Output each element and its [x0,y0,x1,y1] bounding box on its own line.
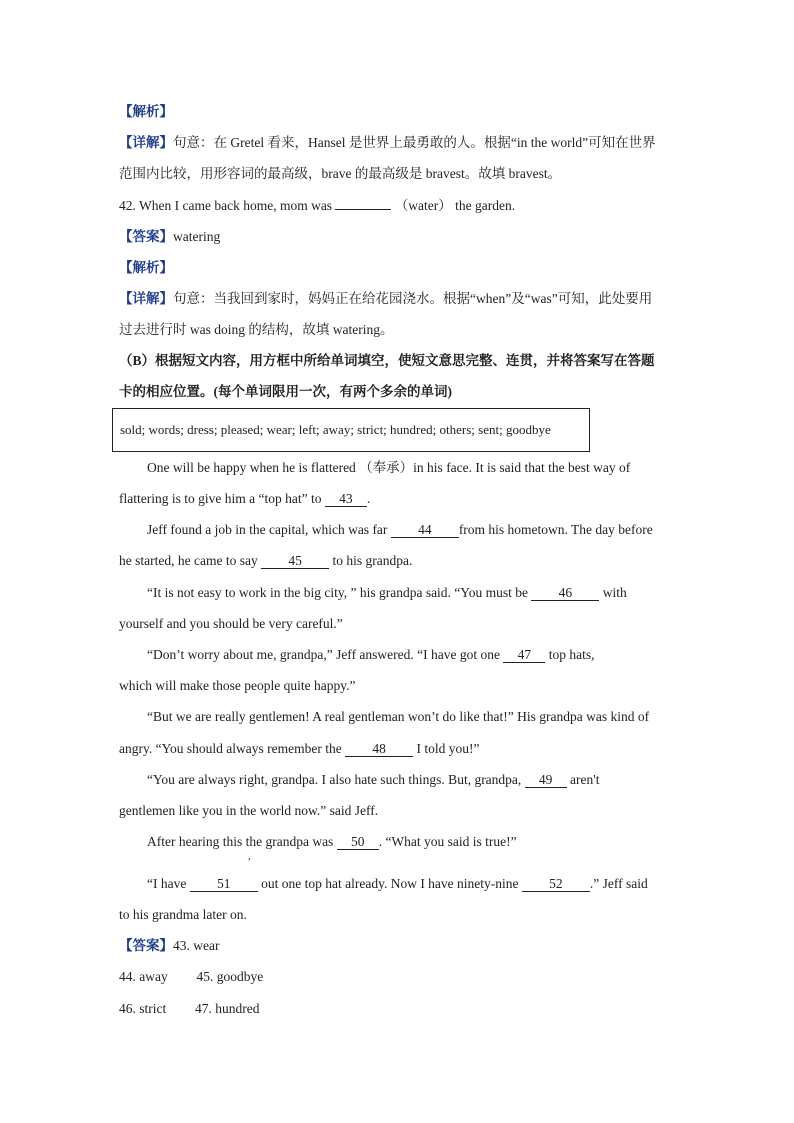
analysis-label-2: 解析 [132,260,160,276]
p4b: which will make those people quite happy.” [119,678,356,693]
passage-p2-line1 [147,521,653,539]
blank-43: 43 [325,491,367,507]
q42-detail-text1: 句意：当我回到家时，妈妈正在给花园浇水。根据“when”及“was”可知，此处要用 [173,291,653,306]
p1b-pre: flattering is to give him a “top hat” to [119,491,322,506]
p7-post: . “What you said is true!” [378,834,517,849]
answer-label: 答案 [132,229,160,245]
detail-label: 详解 [132,135,160,151]
word-bank-box [112,408,590,452]
blank-47: 47 [503,647,545,663]
answer-label-box: 【答案】 [119,229,173,245]
blank-49: 49 [525,772,567,788]
passage-p5-line2 [119,740,479,758]
p3a-pre: “It is not easy to work in the big city, ” his grandpa said. “You must be [147,585,528,600]
detail-label-box-2: 【详解】 [119,291,173,307]
blank-44: 44 [391,522,459,538]
p8b: to his grandma later on. [119,907,247,922]
section-b-text1: （B）根据短文内容，用方框中所给单词填空，使短文意思完整、连贯，并将答案写在答题 [119,353,655,368]
section-b-instruction-2 [119,383,452,401]
answer-46: 46. strict [119,1001,167,1016]
word-bank-text: sold; words; dress; pleased; wear; left; away; strict; hundred; others; sent; goodbye [120,422,551,437]
passage-p6-line1 [147,771,599,789]
q41-detail-text1: 句意：在 Gretel 看来，Hansel 是世界上最勇敢的人。根据“in the world”可知在世界 [173,135,656,150]
blank-50: 50 [337,834,379,850]
q42-suffix: （water） the garden. [394,198,516,213]
answer-44: 44. away [119,969,168,984]
p7-pre: After hearing this [147,834,243,849]
q42-detail-line1 [119,290,652,308]
passage-p3-line2 [119,615,343,633]
blank-48: 48 [345,741,413,757]
passage-p7 [147,833,517,851]
p8a-pre: “I have [147,876,187,891]
passage-p8-line2 [119,906,247,924]
q42-detail-line2 [119,321,393,339]
p4a-pre: “Don’t worry about me, grandpa,” Jeff answered. “I have got one [147,647,500,662]
stray-comma: , [248,851,251,862]
q42-analysis-heading [119,259,173,277]
q42-blank [335,209,391,210]
section-b-text2: 卡的相应位置。(每个单词限用一次，有两个多余的单词) [119,384,452,399]
q41-detail-text2: 范围内比较，用形容词的最高级，brave 的最高级是 bravest。故填 bravest。 [119,166,562,181]
passage-p4-line2 [119,677,355,695]
detail-label-2: 详解 [132,291,160,307]
passage-p2-line2 [119,552,412,570]
passage-p3-line1 [147,584,627,602]
blank-46: 46 [531,585,599,601]
passage-p8-line1 [147,875,648,893]
p4a-post: top hats, [548,647,595,662]
passage-p1-line1 [147,459,630,477]
detail-label-box: 【详解】 [119,135,173,151]
blank-52: 52 [522,876,590,892]
analysis-label: 解析 [132,104,160,120]
p1a: One will be happy when he is flattered （奉承）in his face. It is said that the best way of [147,460,631,475]
p5a: “But we are really gentlemen! A real gentleman won’t do like that!” His grandpa was kind of [147,709,650,724]
answer-45: 45. goodbye [196,969,264,984]
question-42 [119,197,515,215]
answers-line1 [119,937,219,955]
passage-p1-line2 [119,490,370,508]
p2b-pre: he started, he came to say [119,553,258,568]
answers-line3 [119,1000,260,1018]
answer-label-box-2: 【答案】 [119,938,173,954]
answer-43: 43. wear [173,938,220,953]
p6a-post: aren't [570,772,600,787]
p3b: yourself and you should be very careful.” [119,616,343,631]
q41-detail-line1 [119,134,656,152]
analysis-heading [119,103,173,121]
blank-51: 51 [190,876,258,892]
p2a-post: from his hometown. The day before [458,522,653,537]
p6b: gentlemen like you in the world now.” said Jeff. [119,803,379,818]
passage-p6-line2 [119,802,378,820]
p1b-post: . [366,491,371,506]
passage-p5-line1 [147,708,649,726]
section-b-instruction-1 [119,352,655,370]
blank-45: 45 [261,553,329,569]
p8a-mid: out one top hat already. Now I have ninety-nine [261,876,519,891]
p6a-pre: “You are always right, grandpa. I also hate such things. But, grandpa, [147,772,522,787]
passage-p4-line1 [147,646,595,664]
analysis-label-box: 【解析】 [119,104,173,120]
answer-47: 47. hundred [195,1001,260,1016]
p3a-post: with [602,585,627,600]
p8a-post: .” Jeff said [589,876,648,891]
p7-mid: the grandpa was [245,834,334,849]
p2a-pre: Jeff found a job in the capital, which was far [147,522,388,537]
analysis-label-box-2: 【解析】 [119,260,173,276]
q42-prefix: 42. When I came back home, mom was [119,198,333,213]
p2b-post: to his grandpa. [332,553,413,568]
q41-detail-line2 [119,165,561,183]
p5b-pre: angry. “You should always remember the [119,741,342,756]
answer-label-2: 答案 [132,938,160,954]
q42-detail-text2: 过去进行时 was doing 的结构，故填 watering。 [119,322,394,337]
answers-line2 [119,968,263,986]
q42-answer: watering [173,229,221,244]
q42-answer-line [119,228,220,246]
p5b-post: I told you!” [416,741,480,756]
